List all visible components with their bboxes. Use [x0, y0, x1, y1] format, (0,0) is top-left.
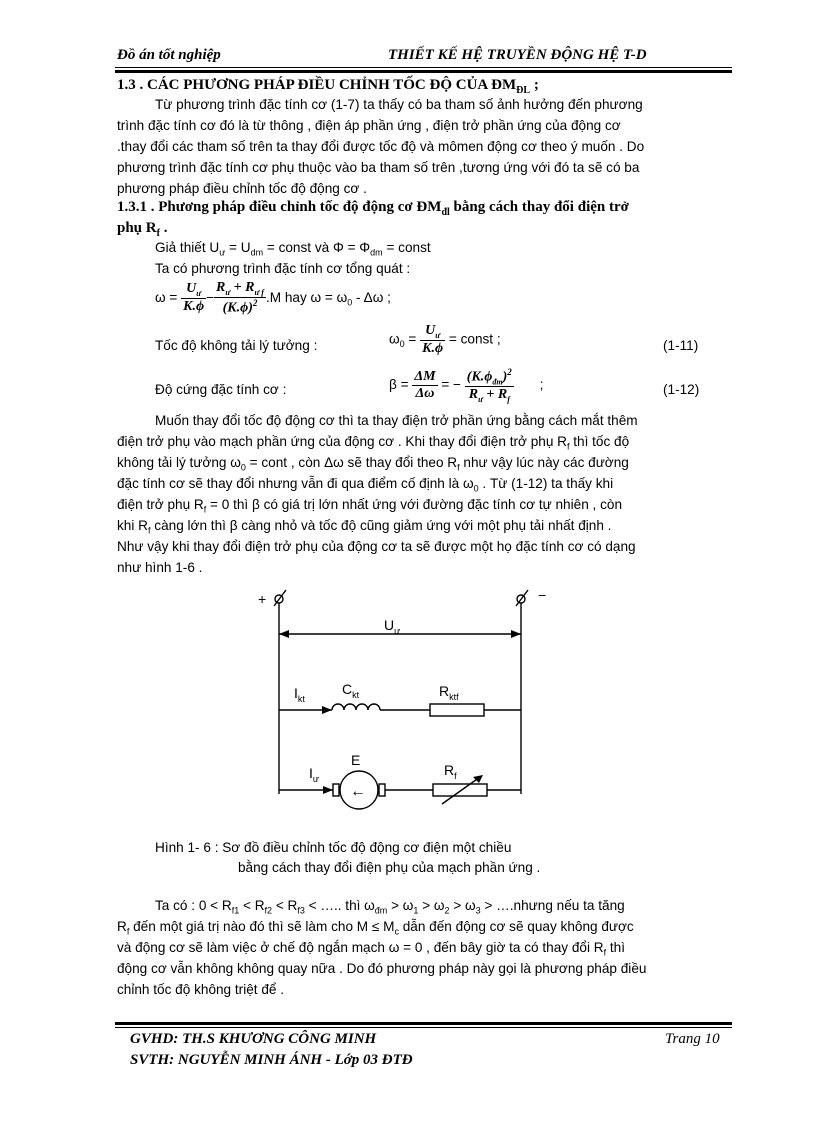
para1-line: .thay đổi các tham số trên ta thay đổi được tốc độ và mômen động cơ theo ý muốn . Do [117, 139, 645, 154]
resistor-rktf [430, 704, 484, 716]
emf-label: E [351, 752, 361, 768]
para2-line: Như vậy khi thay đổi điện trở phụ của động cơ ta sẽ được một họ đặc tính cơ có dạng [117, 539, 636, 554]
general-equation-intro: Ta có phương trình đặc tính cơ tổng quát : [155, 261, 411, 276]
footer-rule-thin [115, 1027, 732, 1028]
ckt-label: $C_{kt}$ [342, 681, 360, 700]
header-right: THIẾT KẾ HỆ TRUYỀN ĐỘNG HỆ T-D [388, 47, 647, 63]
header-rule-thin [115, 67, 732, 68]
equation-stiffness: β = $\frac{\Delta M}{\Delta\omega}$ = − $\frac{(K.\phi_{đm})^2}{R_ư + R_f}$ ; [389, 367, 544, 405]
para2-line: điện trở phụ $R_f = 0$ thì β có giá trị lớn nhất ứng với đường đặc tính cơ tự nhiên , còn [117, 497, 623, 515]
para2-line: đặc tính cơ sẽ thay đổi nhưng vẫn đi qua điểm cố định là $\omega_0$ . Từ (1-12) ta thấy khi [117, 476, 614, 494]
voltage-label: $U_ư$ [384, 617, 401, 636]
noload-label: Tốc độ không tải lý tưởng : [155, 338, 318, 353]
para3-line: động cơ vẫn không không quay nữa . Do đó phương pháp này gọi là phương pháp điều [117, 961, 647, 976]
iu-label: $I_ư$ [309, 765, 319, 784]
plus-label: + [258, 591, 267, 607]
para1-line: phương pháp điều chỉnh tốc độ động cơ . [117, 181, 367, 196]
header-left: Đồ án tốt nghiệp [117, 47, 221, 63]
para1-line: phương trình đặc tính cơ phụ thuộc vào ba tham số trên ,tương ứng với đó ta sẽ có ba [117, 160, 640, 175]
subsection-title-cont: phụ $R_f$ . [117, 220, 168, 239]
subsection-title: 1.3.1 . Phương pháp điều chỉnh tốc độ động cơ $ĐM_{đl}$ bằng cách thay đổi điện trở [117, 199, 629, 218]
para3-line: $R_f$ đến một giá trị nào đó thì sẽ làm cho $M \le M_c$ dẫn đến động cơ sẽ quay không được [117, 919, 634, 937]
equation-ref-1-12: (1-12) [663, 382, 700, 397]
para3-line: Ta có : $0 < R_{f1} < R_{f2} < R_{f3}$ < ….. thì $\omega_{đm} > \omega_1 > \omega_2 > \omega_3$ > ….nhưng nếu ta tăng [155, 898, 625, 916]
rf-label: $R_f$ [444, 762, 457, 781]
equation-ref-1-11: (1-11) [663, 338, 699, 353]
footer-student: SVTH: NGUYỄN MINH ÁNH - Lớp 03 ĐTĐ [130, 1052, 413, 1068]
para3-line: và động cơ sẽ làm việc ở chế độ ngắn mạch ω = 0 , đến bây giờ ta có thay đổi $R_f$ thì [117, 940, 626, 958]
minus-label: − [538, 587, 547, 603]
assumption: Giả thiết $U_ư = U_{dm}$ = const và $\Phi = \Phi_{dm}$ = const [155, 240, 431, 258]
para2-line: như hình 1-6 . [117, 560, 203, 575]
resistor-rf [433, 784, 487, 796]
ikt-label: $I_{kt}$ [294, 685, 305, 704]
header-rule-thick [115, 70, 732, 73]
circuit-diagram [250, 582, 570, 827]
para2-line: điện trở phụ vào mạch phần ứng của động cơ . Khi thay đổi điện trở phụ $R_f$ thì tốc độ [117, 434, 630, 452]
arrow-icon: ← [350, 783, 366, 800]
page-number: Trang 10 [665, 1031, 720, 1047]
figure-caption: Hình 1- 6 : Sơ đồ điều chỉnh tốc độ động cơ điện một chiều [155, 840, 512, 855]
section-title: 1.3 . CÁC PHƯƠNG PHÁP ĐIỀU CHỈNH TỐC ĐỘ CỦA $ĐM_{ĐL}$ ; [117, 77, 539, 96]
footer-rule-thick [115, 1022, 732, 1025]
para3-line: chỉnh tốc độ không triệt để . [117, 982, 285, 997]
footer-advisor: GVHD: TH.S KHƯƠNG CÔNG MINH [130, 1031, 377, 1047]
stiffness-label: Độ cứng đặc tính cơ : [155, 382, 287, 397]
equation-main: ω = $\frac{U_ư}{K.\phi}$ − $\frac{R_ư + R_{ư f}}{(K.\phi)^2}$ .M hay $\omega = \omega_0 - \Delta\omega$ ; [155, 280, 391, 316]
figure-caption-cont: bằng cách thay đổi điện phụ của mạch phần ứng . [238, 860, 541, 875]
rktf-label: $R_{ktf}$ [439, 683, 459, 702]
para2-line: Muốn thay đổi tốc độ động cơ thì ta thay điện trở phần ứng bằng cách mắt thêm [155, 413, 638, 428]
para2-line: khi $R_f$ càng lớn thì β càng nhỏ và tốc độ cũng giảm ứng với một phụ tải nhất định . [117, 518, 612, 536]
equation-noload: $\omega_0$ = $\frac{U_ư}{K.\phi}$ = const ; [389, 323, 501, 356]
para1-line: Từ phương trình đặc tính cơ (1-7) ta thấy có ba tham số ảnh hưởng đến phương [155, 97, 643, 112]
inductor-ckt [332, 704, 380, 710]
para2-line: không tải lý tưởng $\omega_0$ = cont , còn Δω sẽ thay đổi theo $R_f$ như vậy lúc này các đường [117, 455, 629, 473]
para1-line: trình đặc tính cơ đó là từ thông , điện áp phần ứng , điện trở phần ứng của động cơ [117, 118, 621, 133]
